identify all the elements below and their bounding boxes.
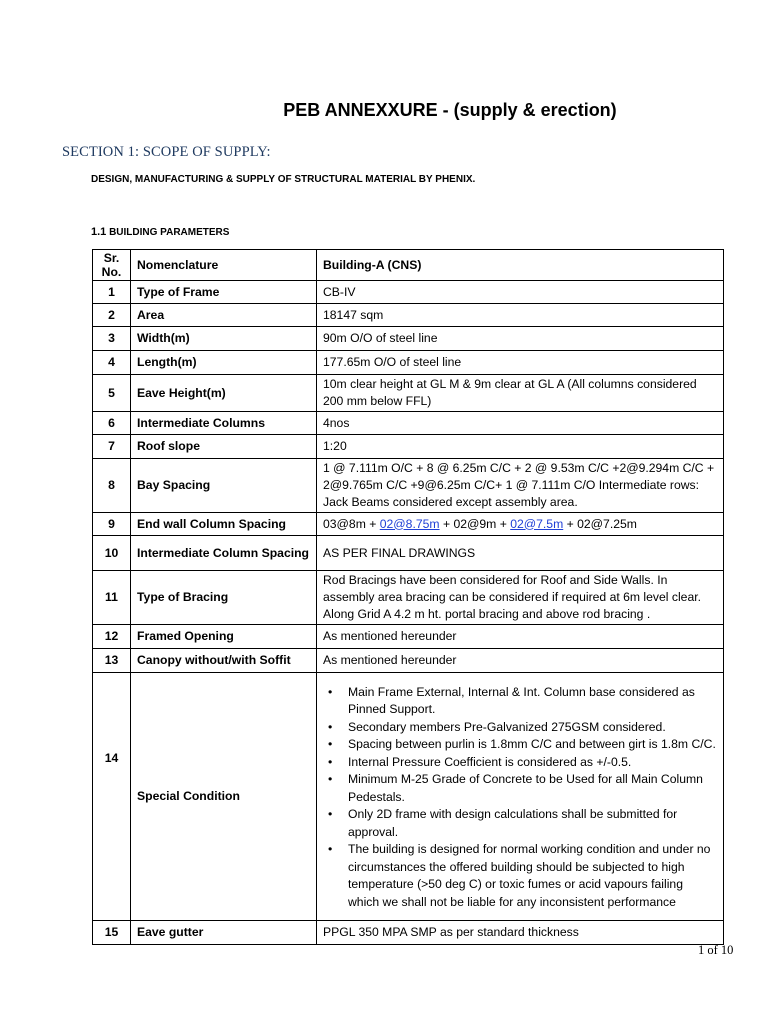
row-name: Canopy without/with Soffit bbox=[131, 649, 317, 673]
row-sr: 2 bbox=[93, 304, 131, 327]
row-sr: 1 bbox=[93, 281, 131, 304]
row-name: Roof slope bbox=[131, 435, 317, 459]
table-row bbox=[93, 571, 724, 625]
row-name: Eave Height(m) bbox=[131, 375, 317, 412]
table-row bbox=[93, 351, 724, 375]
row-sr: 3 bbox=[93, 327, 131, 351]
spacing-part: + 02@9m + bbox=[439, 516, 511, 531]
row-sr: 7 bbox=[93, 435, 131, 459]
row-value: 18147 sqm bbox=[317, 304, 724, 327]
list-item: • Spacing between purlin is 1.8mm C/C and between girt is 1.8m C/C. bbox=[348, 736, 717, 754]
row-sr: 14 bbox=[93, 673, 131, 921]
row-value: 1 @ 7.111m O/C + 8 @ 6.25m C/C + 2 @ 9.53m C/C +2@9.294m C/C + 2@9.765m C/C +9@6.25m C/C+ 1 @ 7.111m C/O Intermediate rows: Jack Beams considered except assembly area. bbox=[317, 459, 724, 513]
list-item: • Secondary members Pre-Galvanized 275GSM considered. bbox=[348, 719, 717, 737]
row-name: Intermediate Column Spacing bbox=[131, 536, 317, 571]
row-sr: 5 bbox=[93, 375, 131, 412]
header-building: Building-A (CNS) bbox=[317, 250, 724, 281]
row-value: 10m clear height at GL M & 9m clear at GL A (All columns considered 200 mm below FFL) bbox=[317, 375, 724, 412]
row-sr: 9 bbox=[93, 513, 131, 536]
table-row bbox=[93, 327, 724, 351]
spacing-part: + 02@7.25m bbox=[563, 516, 637, 531]
row-value: 177.65m O/O of steel line bbox=[317, 351, 724, 375]
row-sr: 15 bbox=[93, 921, 131, 945]
row-sr: 13 bbox=[93, 649, 131, 673]
row-value: Rod Bracings have been considered for Roof and Side Walls. In assembly area bracing can be considered if required at 6m level clear. Along Grid A 4.2 m ht. portal bracing and above rod bracing . bbox=[317, 571, 724, 625]
row-sr: 11 bbox=[93, 571, 131, 625]
page-number: 1 of 10 bbox=[698, 943, 734, 957]
spacing-part: 03@8m + bbox=[323, 516, 380, 531]
list-item: • Minimum M-25 Grade of Concrete to be Used for all Main Column Pedestals. bbox=[348, 771, 717, 806]
row-value: AS PER FINAL DRAWINGS bbox=[317, 536, 724, 571]
list-item: • The building is designed for normal working condition and under no circumstances the offered building should be subjected to high temperature (>50 deg C) or toxic fumes or acid vapours failing which we shall not be liable for any inconsistent performance bbox=[348, 841, 717, 911]
row-name: Width(m) bbox=[131, 327, 317, 351]
table-row bbox=[93, 412, 724, 435]
row-value: PPGL 350 MPA SMP as per standard thickness bbox=[317, 921, 724, 945]
building-parameters-heading bbox=[91, 226, 229, 238]
table-row bbox=[93, 673, 724, 921]
table-row bbox=[93, 625, 724, 649]
row-value: CB-IV bbox=[317, 281, 724, 304]
row-sr: 6 bbox=[93, 412, 131, 435]
row-value bbox=[317, 513, 724, 536]
row-sr: 8 bbox=[93, 459, 131, 513]
section-title: SECTION 1: SCOPE OF SUPPLY: bbox=[62, 144, 271, 160]
row-value bbox=[317, 673, 724, 921]
list-item: • Only 2D frame with design calculations shall be submitted for approval. bbox=[348, 806, 717, 841]
row-sr: 10 bbox=[93, 536, 131, 571]
row-name: Intermediate Columns bbox=[131, 412, 317, 435]
table-row bbox=[93, 435, 724, 459]
header-sr-no: Sr. No. bbox=[93, 250, 131, 281]
spacing-link[interactable]: 02@8.75m bbox=[379, 516, 440, 531]
row-name: Special Condition bbox=[131, 673, 317, 921]
heading-number: 1.1 bbox=[91, 226, 107, 238]
table-row bbox=[93, 921, 724, 945]
table-header-row bbox=[93, 250, 724, 281]
row-name: Eave gutter bbox=[131, 921, 317, 945]
row-value: 90m O/O of steel line bbox=[317, 327, 724, 351]
row-name: Type of Frame bbox=[131, 281, 317, 304]
row-name: Framed Opening bbox=[131, 625, 317, 649]
row-name: Area bbox=[131, 304, 317, 327]
list-item: • Main Frame External, Internal & Int. Column base considered as Pinned Support. bbox=[348, 684, 717, 719]
list-item: • Internal Pressure Coefficient is considered as +/-0.5. bbox=[348, 754, 717, 772]
table-row bbox=[93, 304, 724, 327]
table-row bbox=[93, 536, 724, 571]
row-name: Length(m) bbox=[131, 351, 317, 375]
row-value: As mentioned hereunder bbox=[317, 625, 724, 649]
scope-subtitle: DESIGN, MANUFACTURING & SUPPLY OF STRUCTURAL MATERIAL BY PHENIX. bbox=[91, 174, 476, 185]
row-sr: 4 bbox=[93, 351, 131, 375]
row-name: End wall Column Spacing bbox=[131, 513, 317, 536]
table-row bbox=[93, 649, 724, 673]
building-parameters-table bbox=[92, 249, 724, 945]
table-row bbox=[93, 375, 724, 412]
row-sr: 12 bbox=[93, 625, 131, 649]
document-title: PEB ANNEXXURE - (supply & erection) bbox=[283, 100, 617, 120]
table-row bbox=[93, 459, 724, 513]
row-value: 1:20 bbox=[317, 435, 724, 459]
row-value: As mentioned hereunder bbox=[317, 649, 724, 673]
row-name: Bay Spacing bbox=[131, 459, 317, 513]
row-value: 4nos bbox=[317, 412, 724, 435]
table-row bbox=[93, 281, 724, 304]
row-name: Type of Bracing bbox=[131, 571, 317, 625]
special-conditions-list bbox=[323, 684, 717, 912]
spacing-link[interactable]: 02@7.5m bbox=[510, 516, 564, 531]
heading-text: BUILDING PARAMETERS bbox=[109, 227, 230, 238]
table-row bbox=[93, 513, 724, 536]
header-nomenclature: Nomenclature bbox=[131, 250, 317, 281]
